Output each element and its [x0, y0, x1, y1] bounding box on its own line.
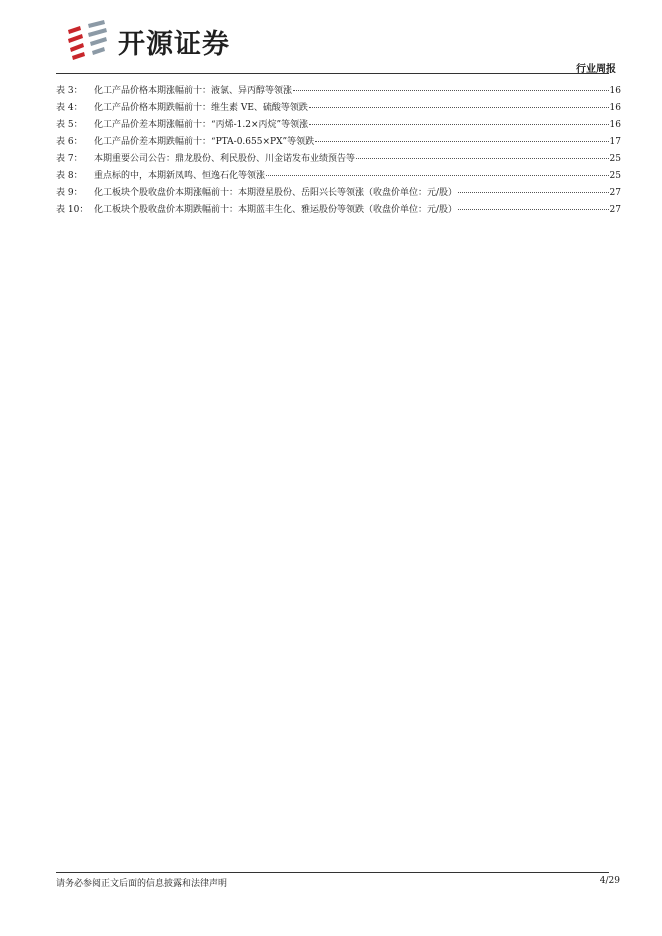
toc-item[interactable]	[56, 134, 621, 151]
toc-dot-leader	[356, 158, 609, 159]
toc-dot-leader	[309, 107, 609, 108]
toc-item-number: 表 3：	[56, 86, 83, 96]
toc-item-page: 16	[609, 103, 621, 113]
toc-item-title: 重点标的中，本期新凤鸣、恒逸石化等领涨	[94, 171, 266, 181]
toc-item-number: 表 6：	[56, 137, 83, 147]
toc-item-page: 27	[609, 205, 621, 215]
toc-item[interactable]	[56, 83, 621, 100]
toc-dot-leader	[293, 90, 609, 91]
toc-item-page: 27	[609, 188, 621, 198]
toc-item[interactable]	[56, 168, 621, 185]
toc-item-title: 化工板块个股收盘价本期跌幅前十：本期蓝丰生化、雅运股份等领跌（收盘价单位：元/股）	[94, 205, 458, 215]
page-number: 4/29	[599, 876, 620, 886]
toc-item-number: 表 5：	[56, 120, 83, 130]
report-type-label: 行业周报	[576, 64, 616, 75]
toc-item-page: 16	[609, 86, 621, 96]
toc-item-title: 化工产品价格本期跌幅前十：维生素 VE、硫酸等领跌	[94, 103, 308, 113]
toc-dot-leader	[458, 192, 609, 193]
toc-item-number: 表 9：	[56, 188, 83, 198]
page-header	[0, 0, 662, 76]
toc-dot-leader	[315, 141, 608, 142]
toc-item[interactable]	[56, 100, 621, 117]
toc-item-number: 表 8：	[56, 171, 83, 181]
kaiyuan-logo-icon	[66, 20, 110, 60]
toc-item-number: 表 7：	[56, 154, 83, 164]
toc-item-title: 化工板块个股收盘价本期涨幅前十：本期澄星股份、岳阳兴长等领涨（收盘价单位：元/股）	[94, 188, 458, 198]
toc-dot-leader	[266, 175, 609, 176]
toc-item-number: 表 10：	[56, 205, 89, 215]
footer-divider	[56, 872, 609, 873]
toc-item[interactable]	[56, 151, 621, 168]
toc-item-title: 化工产品价差本期涨幅前十：“丙烯-1.2×丙烷”等领涨	[94, 120, 309, 130]
brand-name: 开源证券	[118, 29, 230, 60]
toc-item-number: 表 4：	[56, 103, 83, 113]
header-divider	[56, 73, 609, 74]
toc-item-title: 化工产品价格本期涨幅前十：液氯、异丙醇等领涨	[94, 86, 293, 96]
toc-item-page: 25	[609, 154, 621, 164]
table-of-tables	[56, 83, 621, 219]
toc-item-page: 25	[609, 171, 621, 181]
toc-item-page: 17	[609, 137, 621, 147]
toc-item[interactable]	[56, 117, 621, 134]
toc-dot-leader	[458, 209, 609, 210]
toc-dot-leader	[309, 124, 608, 125]
toc-item-title: 本期重要公司公告：鼎龙股份、利民股份、川金诺发布业绩预告等	[94, 154, 356, 164]
toc-item-page: 16	[609, 120, 621, 130]
brand-logo	[66, 20, 266, 60]
footer-disclaimer: 请务必参阅正文后面的信息披露和法律声明	[56, 879, 228, 889]
toc-item-title: 化工产品价差本期跌幅前十：“PTA-0.655×PX”等领跌	[94, 137, 315, 147]
toc-item[interactable]	[56, 202, 621, 219]
toc-item[interactable]	[56, 185, 621, 202]
